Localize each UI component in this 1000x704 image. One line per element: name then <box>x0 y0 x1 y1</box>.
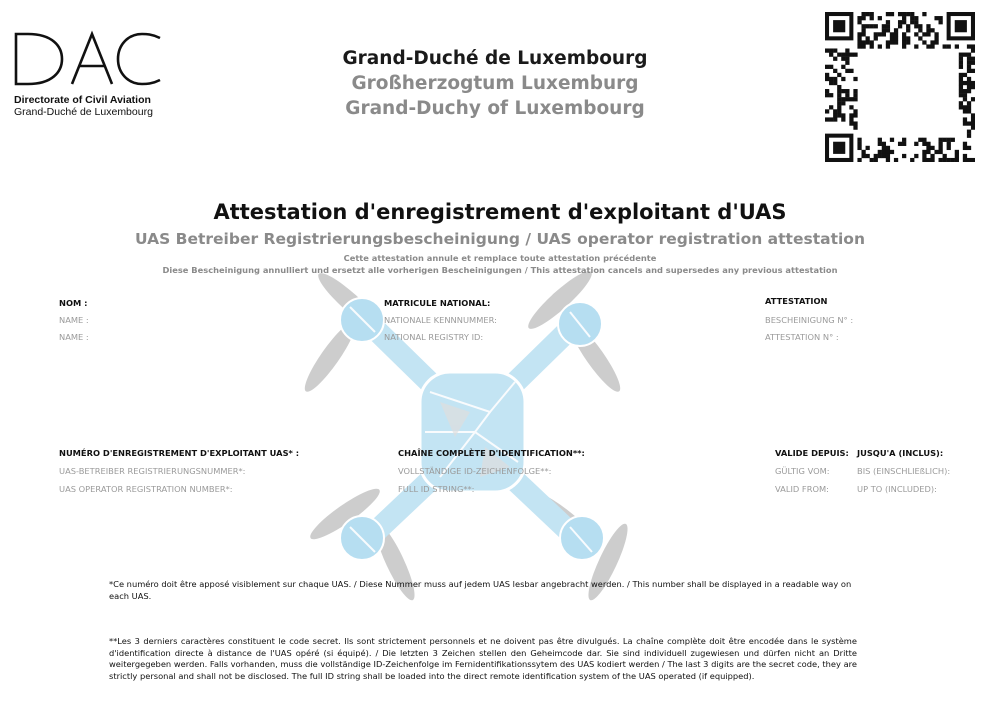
footnote-1: *Ce numéro doit être apposé visiblement sur chaque UAS. / Diese Nummer muss auf jedem UAS lesbar angebracht werden. / This number shall be displayed in a readable way on each UAS. <box>109 579 852 601</box>
document-title: Attestation d'enregistrement d'exploitant d'UAS <box>213 200 787 224</box>
field-jusqua-label: JUSQU'A (INCLUS): <box>857 448 944 458</box>
cancel-note-de-en: Diese Bescheinigung annulliert und ersetzt alle vorherigen Bescheinigungen / This attestation cancels and supersedes any previous attestation <box>162 265 838 275</box>
authority-country: Grand-Duché de Luxembourg <box>14 106 153 118</box>
field-jusqua <box>857 448 950 494</box>
cancel-note-fr: Cette attestation annule et remplace toute attestation précédente <box>343 253 657 263</box>
field-matricule-en: NATIONAL REGISTRY ID: <box>384 332 484 342</box>
field-valide <box>775 448 849 494</box>
country-de: Großherzogtum Luxemburg <box>351 73 639 94</box>
field-valide-label: VALIDE DEPUIS: <box>775 448 849 458</box>
field-attestation <box>765 296 853 342</box>
field-jusqua-de: BIS (EINSCHLIEßLICH): <box>857 466 951 476</box>
field-nom-label: NOM : <box>59 298 88 308</box>
field-chaine-label: CHAÎNE COMPLÈTE D'IDENTIFICATION**: <box>398 448 585 458</box>
field-valide-de: GÜLTIG VOM: <box>775 466 830 476</box>
field-matricule-de: NATIONALE KENNNUMMER: <box>384 315 497 325</box>
field-numero <box>59 448 299 494</box>
field-chaine <box>398 448 585 494</box>
field-attestation-de: BESCHEINIGUNG N° : <box>765 315 854 325</box>
country-fr: Grand-Duché de Luxembourg <box>342 48 648 69</box>
dac-logo <box>14 30 164 118</box>
field-nom <box>59 298 89 342</box>
field-valide-en: VALID FROM: <box>775 484 829 494</box>
field-nom-de: NAME : <box>59 315 89 325</box>
qr-code-icon <box>825 12 975 162</box>
document-subtitle: UAS Betreiber Registrierungsbescheinigung / UAS operator registration attestation <box>135 230 865 248</box>
country-en: Grand-Duchy of Luxembourg <box>345 98 645 119</box>
field-attestation-label: ATTESTATION <box>765 296 828 306</box>
field-chaine-de: VOLLSTÄNDIGE ID-ZEICHENFOLGE**: <box>398 466 552 476</box>
dac-logo-mark <box>14 30 164 88</box>
field-numero-en: UAS OPERATOR REGISTRATION NUMBER*: <box>59 484 233 494</box>
footnote-2: **Les 3 derniers caractères constituent le code secret. Ils sont strictement personnels et ne doivent pas être divulgués. La chaîne complète doit être encodée dans le système d'identification directe à distance de l'UAS opéré (si équipé). / Die letzten 3 Zeichen stellen den Geheimcode dar. Sie sind individuell zugewiesen und dürfen nicht an Dritte weitergegeben werden. Falls vorhanden, muss die vollständige ID-Zeichenfolge im Fernidentifikationssytem des UAS kodiert werden / The last 3 digits are the secret code, they are strictly personal and shall not be disclosed. The full ID string shall be loaded into the direct remote identification system of the UAS operated (if equipped). <box>109 636 857 681</box>
field-matricule-label: MATRICULE NATIONAL: <box>384 298 491 308</box>
field-attestation-en: ATTESTATION N° : <box>765 332 839 342</box>
field-matricule <box>384 298 497 342</box>
field-nom-en: NAME : <box>59 332 89 342</box>
field-chaine-en: FULL ID STRING**: <box>398 484 475 494</box>
field-numero-de: UAS-BETREIBER REGISTRIERUNGSNUMMER*: <box>59 466 246 476</box>
country-header <box>300 46 690 121</box>
field-numero-label: NUMÉRO D'ENREGISTREMENT D'EXPLOITANT UAS* : <box>59 448 300 458</box>
field-jusqua-en: UP TO (INCLUDED): <box>857 484 937 494</box>
authority-name: Directorate of Civil Aviation <box>14 94 151 106</box>
